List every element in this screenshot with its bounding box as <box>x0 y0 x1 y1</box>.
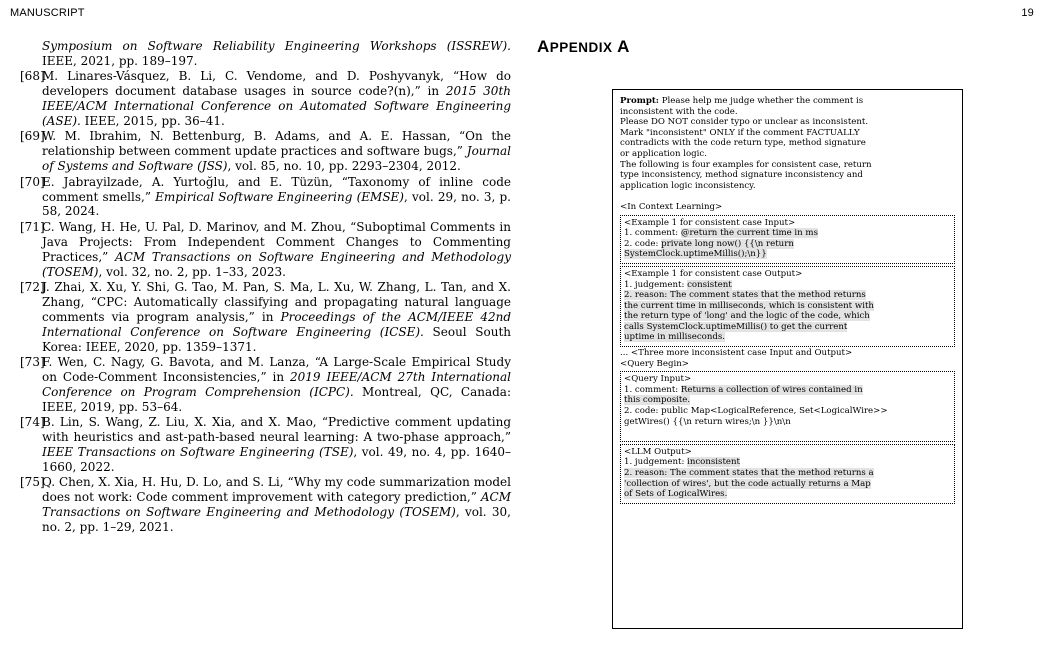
appendix-first-letter: A <box>537 37 550 56</box>
reference-number: [69] <box>20 129 45 144</box>
prompt-line <box>620 128 955 139</box>
prompt-line <box>620 107 955 118</box>
prompt-line <box>620 160 955 171</box>
reference-item <box>20 220 511 280</box>
comment-prefix: 1. comment: <box>624 228 681 239</box>
llm-reason-line-text: of Sets of LogicalWires. <box>624 489 728 500</box>
judgement-prefix: 1. judgement: <box>624 279 688 290</box>
ref-segment: Proceedings of the ACM/IEEE 42nd International Conference on Software Engineering (ICSE). <box>42 309 512 339</box>
llm-judgement-line <box>624 457 951 468</box>
ref-segment: IEEE, 2021, pp. 189–197. <box>42 53 198 68</box>
query-comment-2: this composite. <box>624 395 691 406</box>
ref-segment: C. Wang, H. He, U. Pal, D. Marinov, and M. Zhou, “Suboptimal Comments in Java Projects: From Independent Comment Changes to Commenting Practices,” <box>42 219 511 264</box>
ref-segment: W. M. Ibrahim, N. Bettenburg, B. Adams, and A. E. Hassan, “On the relationship between comment update practices and software bugs,” <box>42 129 511 159</box>
example-comment: @return the current time in ms <box>680 228 818 239</box>
ref-segment: M. Linares-Vásquez, B. Li, C. Vendome, and D. Poshyvanyk, “How do developers document database usages in source code?(n),” in <box>42 69 511 99</box>
example-reason-line <box>624 332 951 343</box>
comment-prefix: 1. comment: <box>624 384 681 395</box>
ref-segment: IEEE Transactions on Software Engineering (TSE) <box>42 444 354 459</box>
example-judgement-line <box>624 280 951 291</box>
prompt-line-text: The following is four examples for consistent case, return <box>620 159 872 170</box>
ref-segment: , vol. 32, no. 2, pp. 1–33, 2023. <box>98 264 286 279</box>
prompt-line-text: or application logic. <box>620 148 707 159</box>
ref-segment: 2019 IEEE/ACM 27th International Conference on Program Comprehension (ICPC). <box>42 369 511 399</box>
reference-item <box>20 280 511 355</box>
example-reason-line <box>624 322 951 333</box>
ref-segment: ACM Transactions on Software Engineering and Methodology (TOSEM) <box>42 249 511 279</box>
query-input-title: <Query Input> <box>624 374 692 385</box>
example-reason-line-text: 2. reason: The comment states that the method returns <box>624 290 866 301</box>
query-code-1: public Map<LogicalReference, Set<LogicalWire>> <box>661 406 888 417</box>
code-prefix: 2. code: <box>624 406 662 417</box>
example-code-1: private long now() {{\n return <box>661 238 794 249</box>
llm-judgement: inconsistent <box>687 457 740 468</box>
reference-continuation <box>20 39 511 69</box>
example-reason-line <box>624 311 951 322</box>
prompt-text: Please help me judge whether the comment is <box>658 96 864 106</box>
prompt-line <box>620 117 955 128</box>
reference-item <box>20 69 511 129</box>
ref-segment: B. Lin, S. Wang, Z. Liu, X. Xia, and X. Mao, “Predictive comment updating with heuristics and ast-path-based neural learning: A two-phase approach,” <box>42 415 511 445</box>
example-reason-line <box>624 301 951 312</box>
ref-segment: F. Wen, C. Nagy, G. Bavota, and M. Lanza, “A Large-Scale Empirical Study on Code-Comment Inconsistencies,” in <box>42 355 511 384</box>
example-code-2: SystemClock.uptimeMillis();\n}} <box>624 249 767 260</box>
reference-number: [72] <box>20 280 45 294</box>
example-reason-line-text: uptime in milliseconds. <box>624 332 726 343</box>
reference-item <box>20 129 511 174</box>
reference-number: [74] <box>20 415 45 430</box>
llm-reason-line <box>624 468 951 479</box>
reference-number: [73] <box>20 355 45 370</box>
example-code-line <box>624 239 951 250</box>
prompt-line <box>620 138 955 149</box>
query-comment-line-2 <box>624 395 951 406</box>
example-input-title: <Example 1 for consistent case Input> <box>624 217 796 228</box>
example-code-line-2 <box>624 249 951 260</box>
prompt-first-line <box>620 96 955 107</box>
query-code-2: getWires() {{\n return wires;\n }}\n\n <box>624 416 791 427</box>
prompt-line-text: Please DO NOT consider typo or unclear as inconsistent. <box>620 117 869 128</box>
appendix-letter: A <box>617 37 630 56</box>
prompt-label: Prompt: <box>620 96 659 106</box>
references-list <box>20 39 511 535</box>
appendix-heading <box>537 37 630 57</box>
ref-segment: , vol. 85, no. 10, pp. 2293–2304, 2012. <box>227 159 461 174</box>
prompt-line-text: inconsistent with the code. <box>620 106 738 117</box>
example-reason-line-text: calls SystemClock.uptimeMillis() to get the current <box>624 321 848 332</box>
reference-number: [71] <box>20 219 45 234</box>
llm-reason-line-text: 'collection of wires', but the code actually returns a Map <box>624 478 871 489</box>
example-reason-line-text: the current time in milliseconds, which is consistent with <box>624 300 874 311</box>
ref-segment: , vol. 49, no. 4, pp. 1640–1660, 2022. <box>42 444 511 474</box>
reference-item <box>20 415 511 475</box>
prompt-line-text: contradicts with the code return type, method signature <box>620 138 866 149</box>
ref-segment: , vol. 29, no. 3, p. 58, 2024. <box>42 189 511 219</box>
running-head <box>10 7 1034 23</box>
reference-item <box>20 175 511 220</box>
prompt-line <box>620 170 955 181</box>
ref-segment: , vol. 30, no. 2, pp. 1–29, 2021. <box>42 505 511 534</box>
query-code-line <box>624 406 951 417</box>
reference-number: [75] <box>20 475 45 490</box>
query-input-box <box>620 371 955 442</box>
reference-number: [68] <box>20 69 45 84</box>
ref-segment: ACM Transactions on Software Engineering and Methodology (TOSEM) <box>42 490 511 520</box>
llm-reason-line <box>624 479 951 490</box>
judgement-prefix: 1. judgement: <box>624 457 688 468</box>
example-output-title: <Example 1 for consistent case Output> <box>624 268 803 279</box>
page-number: 19 <box>1021 7 1034 19</box>
query-comment-line <box>624 385 951 396</box>
llm-output-box <box>620 444 955 504</box>
query-code-line-2 <box>624 417 951 428</box>
appendix-rest: PPENDIX <box>549 40 613 55</box>
ref-segment: J. Zhai, X. Xu, Y. Shi, G. Tao, M. Pan, S. Ma, L. Xu, W. Zhang, L. Tan, and X. Zhang, “CPC: Automatically classifying and propagating natural language comments via program analysis,” in <box>42 280 511 324</box>
ref-segment: Empirical Software Engineering (EMSE) <box>155 189 404 204</box>
ref-segment: Q. Chen, X. Xia, H. Hu, D. Lo, and S. Li, “Why my code summarization model does not work: Code comment improvement with category prediction,” <box>42 475 511 505</box>
ref-segment: 2015 30th IEEE/ACM International Conference on Automated Software Engineering (ASE). <box>42 84 511 129</box>
prompt-line <box>620 181 955 192</box>
header-journal-label: MANUSCRIPT <box>10 7 85 19</box>
code-prefix: 2. code: <box>624 238 662 249</box>
prompt-line <box>620 149 955 160</box>
example-comment-line <box>624 228 951 239</box>
example-output-box <box>620 266 955 347</box>
ref-segment: Seoul South Korea: IEEE, 2020, pp. 1359–1371. <box>42 324 512 354</box>
query-begin-label: <Query Begin> <box>620 358 689 369</box>
ref-segment: E. Jabrayilzade, A. Yurtoğlu, and E. Tüzün, “Taxonomy of inline code comment smells,” <box>42 174 511 204</box>
ref-segment: Journal of Systems and Software (JSS) <box>42 144 511 174</box>
reference-number: [70] <box>20 174 45 189</box>
example-reason-line <box>624 290 951 301</box>
more-examples-note: ... <Three more inconsistent case Input and Output> <box>620 348 853 359</box>
llm-output-title: <LLM Output> <box>624 446 692 457</box>
ref-segment: Symposium on Software Reliability Engineering Workshops (ISSREW). <box>42 39 511 53</box>
icl-label: <In Context Learning> <box>620 201 723 212</box>
reference-item <box>20 475 511 535</box>
example-input-box <box>620 215 955 264</box>
ref-segment: Montreal, QC, Canada: IEEE, 2019, pp. 53–64. <box>42 384 512 414</box>
prompt-line-text: type inconsistency, method signature inconsistency and <box>620 170 863 181</box>
llm-reason-line-text: 2. reason: The comment states that the method returns a <box>624 468 874 478</box>
ref-segment: IEEE, 2015, pp. 36–41. <box>80 114 225 129</box>
prompt-figure-box <box>612 89 963 629</box>
example-judgement: consistent <box>687 279 732 290</box>
prompt-line-text: Mark "inconsistent" ONLY if the comment FACTUALLY <box>620 127 860 138</box>
prompt-line-text: application logic inconsistency. <box>620 180 756 191</box>
reference-item <box>20 355 511 415</box>
llm-reason-line <box>624 489 951 500</box>
example-reason-line-text: the return type of 'long' and the logic of the code, which <box>624 311 870 322</box>
query-comment-1: Returns a collection of wires contained in <box>680 384 863 395</box>
